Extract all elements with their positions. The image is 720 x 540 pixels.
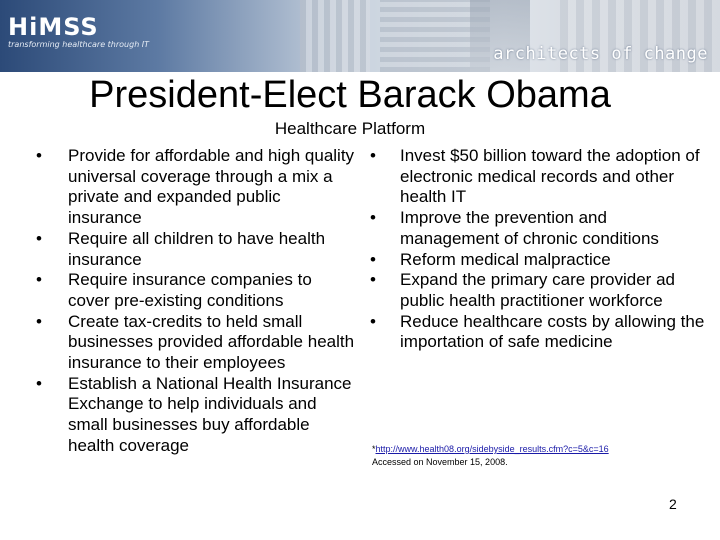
page-number: 2 bbox=[669, 496, 677, 512]
footnote bbox=[372, 443, 609, 455]
bullet-text: Provide for affordable and high quality universal coverage through a mix a private and expanded public insurance bbox=[68, 146, 355, 228]
bullet-icon: • bbox=[36, 270, 42, 290]
header-tagline: architects of change bbox=[493, 44, 708, 64]
bullet-icon: • bbox=[36, 311, 42, 331]
bullet-icon: • bbox=[36, 228, 42, 248]
bullet-text: Reduce healthcare costs by allowing the importation of safe medicine bbox=[400, 311, 705, 352]
bullet-text: Establish a National Health Insurance Exchange to help individuals and small businesses buy affordable health coverage bbox=[68, 373, 352, 455]
bullet-item bbox=[362, 146, 707, 208]
bullet-item bbox=[362, 208, 707, 249]
bullet-item bbox=[28, 270, 358, 311]
bullet-item bbox=[362, 250, 707, 271]
left-bullet-list bbox=[28, 146, 358, 457]
bullet-text: Require insurance companies to cover pre-existing conditions bbox=[68, 270, 312, 310]
footnote-marker: * bbox=[372, 444, 376, 454]
bullet-item bbox=[362, 312, 707, 353]
slide-title: President-Elect Barack Obama bbox=[89, 74, 611, 116]
bullet-icon: • bbox=[36, 373, 42, 393]
bullet-item bbox=[28, 146, 358, 229]
header-banner bbox=[0, 0, 720, 72]
bullet-text: Improve the prevention and management of chronic conditions bbox=[400, 208, 659, 248]
building-graphic bbox=[300, 0, 370, 72]
slide-subtitle: Healthcare Platform bbox=[274, 119, 426, 138]
accessed-date: Accessed on November 15, 2008. bbox=[372, 457, 508, 467]
bullet-icon: • bbox=[370, 270, 376, 290]
bullet-text: Invest $50 billion toward the adoption of electronic medical records and other health IT bbox=[400, 146, 700, 207]
bullet-text: Expand the primary care provider ad public health practitioner workforce bbox=[400, 270, 675, 310]
bullet-icon: • bbox=[370, 249, 376, 269]
logo-name: HiMSS bbox=[8, 13, 99, 41]
logo-tagline: transforming healthcare through IT bbox=[8, 40, 150, 49]
bullet-text: Reform medical malpractice bbox=[400, 249, 611, 269]
bullet-icon: • bbox=[370, 311, 376, 331]
himss-logo bbox=[8, 14, 149, 50]
bullet-text: Create tax-credits to held small businesses provided affordable health insurance to their employees bbox=[68, 311, 355, 373]
bullet-item bbox=[28, 229, 358, 270]
bullet-icon: • bbox=[370, 208, 376, 228]
bullet-icon: • bbox=[370, 146, 376, 165]
bullet-text: Require all children to have health insurance bbox=[68, 228, 326, 269]
bullet-icon: • bbox=[36, 146, 42, 165]
bullet-item bbox=[28, 374, 358, 457]
footnote-link[interactable]: http://www.health08.org/sidebyside_results.cfm?c=5&c=16 bbox=[375, 444, 609, 454]
bullet-item bbox=[28, 312, 358, 374]
right-bullet-list bbox=[362, 146, 707, 353]
bullet-item bbox=[362, 270, 707, 311]
